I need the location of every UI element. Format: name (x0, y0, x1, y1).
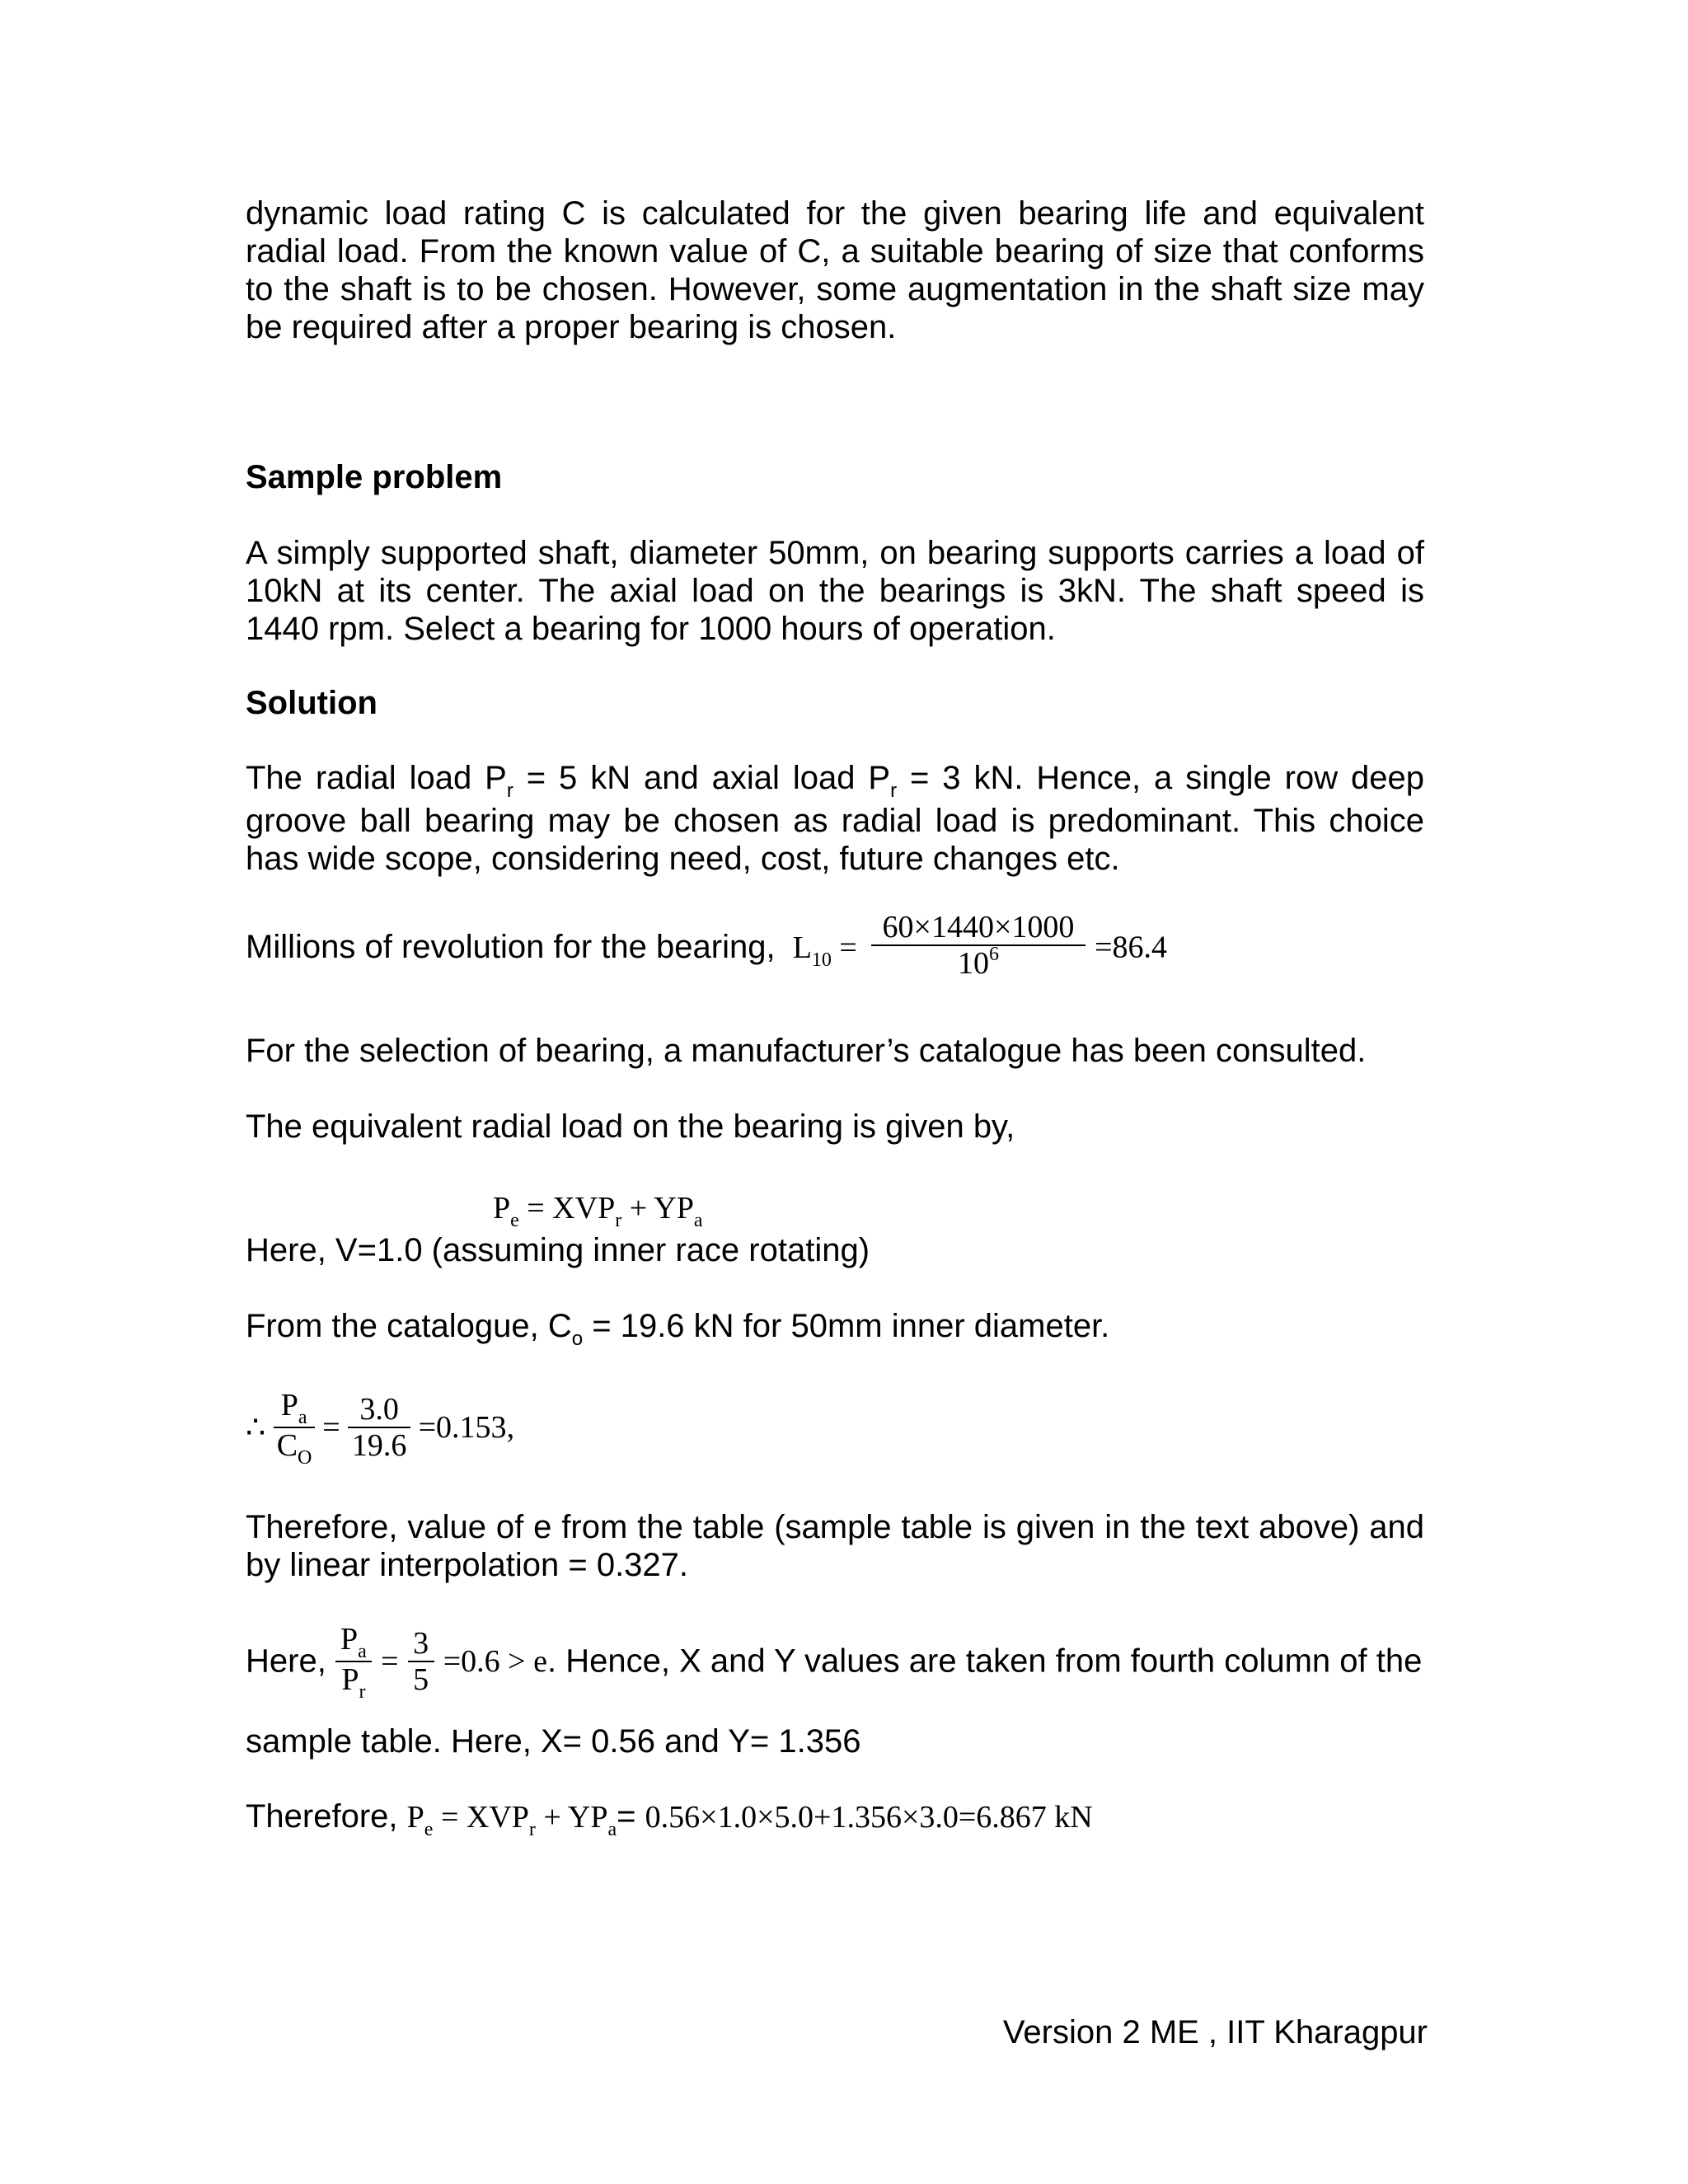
millions-equation (246, 910, 1167, 985)
solution-heading: Solution (246, 685, 377, 721)
sample-table-line: sample table. Here, X= 0.56 and Y= 1.356 (246, 1723, 861, 1760)
final-equation: Therefore, $P_e = XVP_r + YP_a= 0.56\times 1.0\times 5.0+1.356\times 3.0=6.867$ kN (246, 1798, 1093, 1840)
pe-formula: $P_e = XVP_r + YP_a$ (493, 1191, 703, 1231)
millions-fraction (871, 910, 1085, 985)
catalogue-co-text: From the catalogue, $C_o = 19.6$ kN for 50mm inner diameter. (246, 1308, 1110, 1350)
solution-text-b: = 5 kN and axial load P (513, 760, 891, 796)
intro-paragraph: dynamic load rating C is calculated for the given bearing life and equivalent radial load. From the known value of C, a suitable bearing of size that conforms to the shaft is to be chosen. However, some augmentation in the shaft size may be required after a proper bearing is chosen. (246, 195, 1424, 345)
ratio-pa-co: ∴ $\frac{P_a}{C_O}$ = $\frac{3.0}{19.6}$ =0.153, (246, 1388, 515, 1469)
millions-label: Millions of revolution for the bearing, (246, 929, 776, 965)
interpolation-paragraph: Therefore, value of e from the table (sample table is given in the text above) and by linear interpolation = 0.327. (246, 1509, 1424, 1583)
millions-lhs: $L_{10}$ = (792, 930, 857, 971)
therefore-symbol: ∴ (246, 1410, 266, 1446)
catalogue-text: For the selection of bearing, a manufacturer’s catalogue has been consulted. (246, 1033, 1367, 1069)
page-footer: Version 2 ME , IIT Kharagpur (1002, 2014, 1428, 2050)
solution-sub-r2: r (890, 780, 898, 802)
sample-problem-heading: Sample problem (246, 459, 503, 495)
millions-result: =86.4 (1095, 930, 1168, 965)
solution-text-a: The radial load P (246, 760, 507, 796)
problem-statement: A simply supported shaft, diameter 50mm, on bearing supports carries a load of 10kN at its center. The axial load on the bearings is 3kN. The shaft speed is 1440 rpm. Select a bearing for 1000 hours of operation. (246, 535, 1424, 647)
solution-paragraph (246, 759, 1424, 878)
millions-numerator: 60×1440×1000 (882, 910, 1075, 944)
solution-text-c: = 3 kN. Hence, a single row deep groove ball bearing may be chosen as radial load is predominant. This choice has wide scope, considering need, cost, future changes etc. (246, 760, 1425, 877)
here-v-text: Here, V=1.0 (assuming inner race rotating) (246, 1232, 870, 1268)
ratio-pa-pr-line: Here, $\frac{P_a}{P_r}$ = $\frac{3}{5}$ =0.6 > e. Hence, X and Y values are taken from fourth column of the (246, 1622, 1423, 1703)
equivalent-text: The equivalent radial load on the bearing is given by, (246, 1108, 1015, 1145)
millions-denominator: $10^6$ (957, 944, 999, 981)
solution-sub-r1: r (506, 780, 513, 802)
